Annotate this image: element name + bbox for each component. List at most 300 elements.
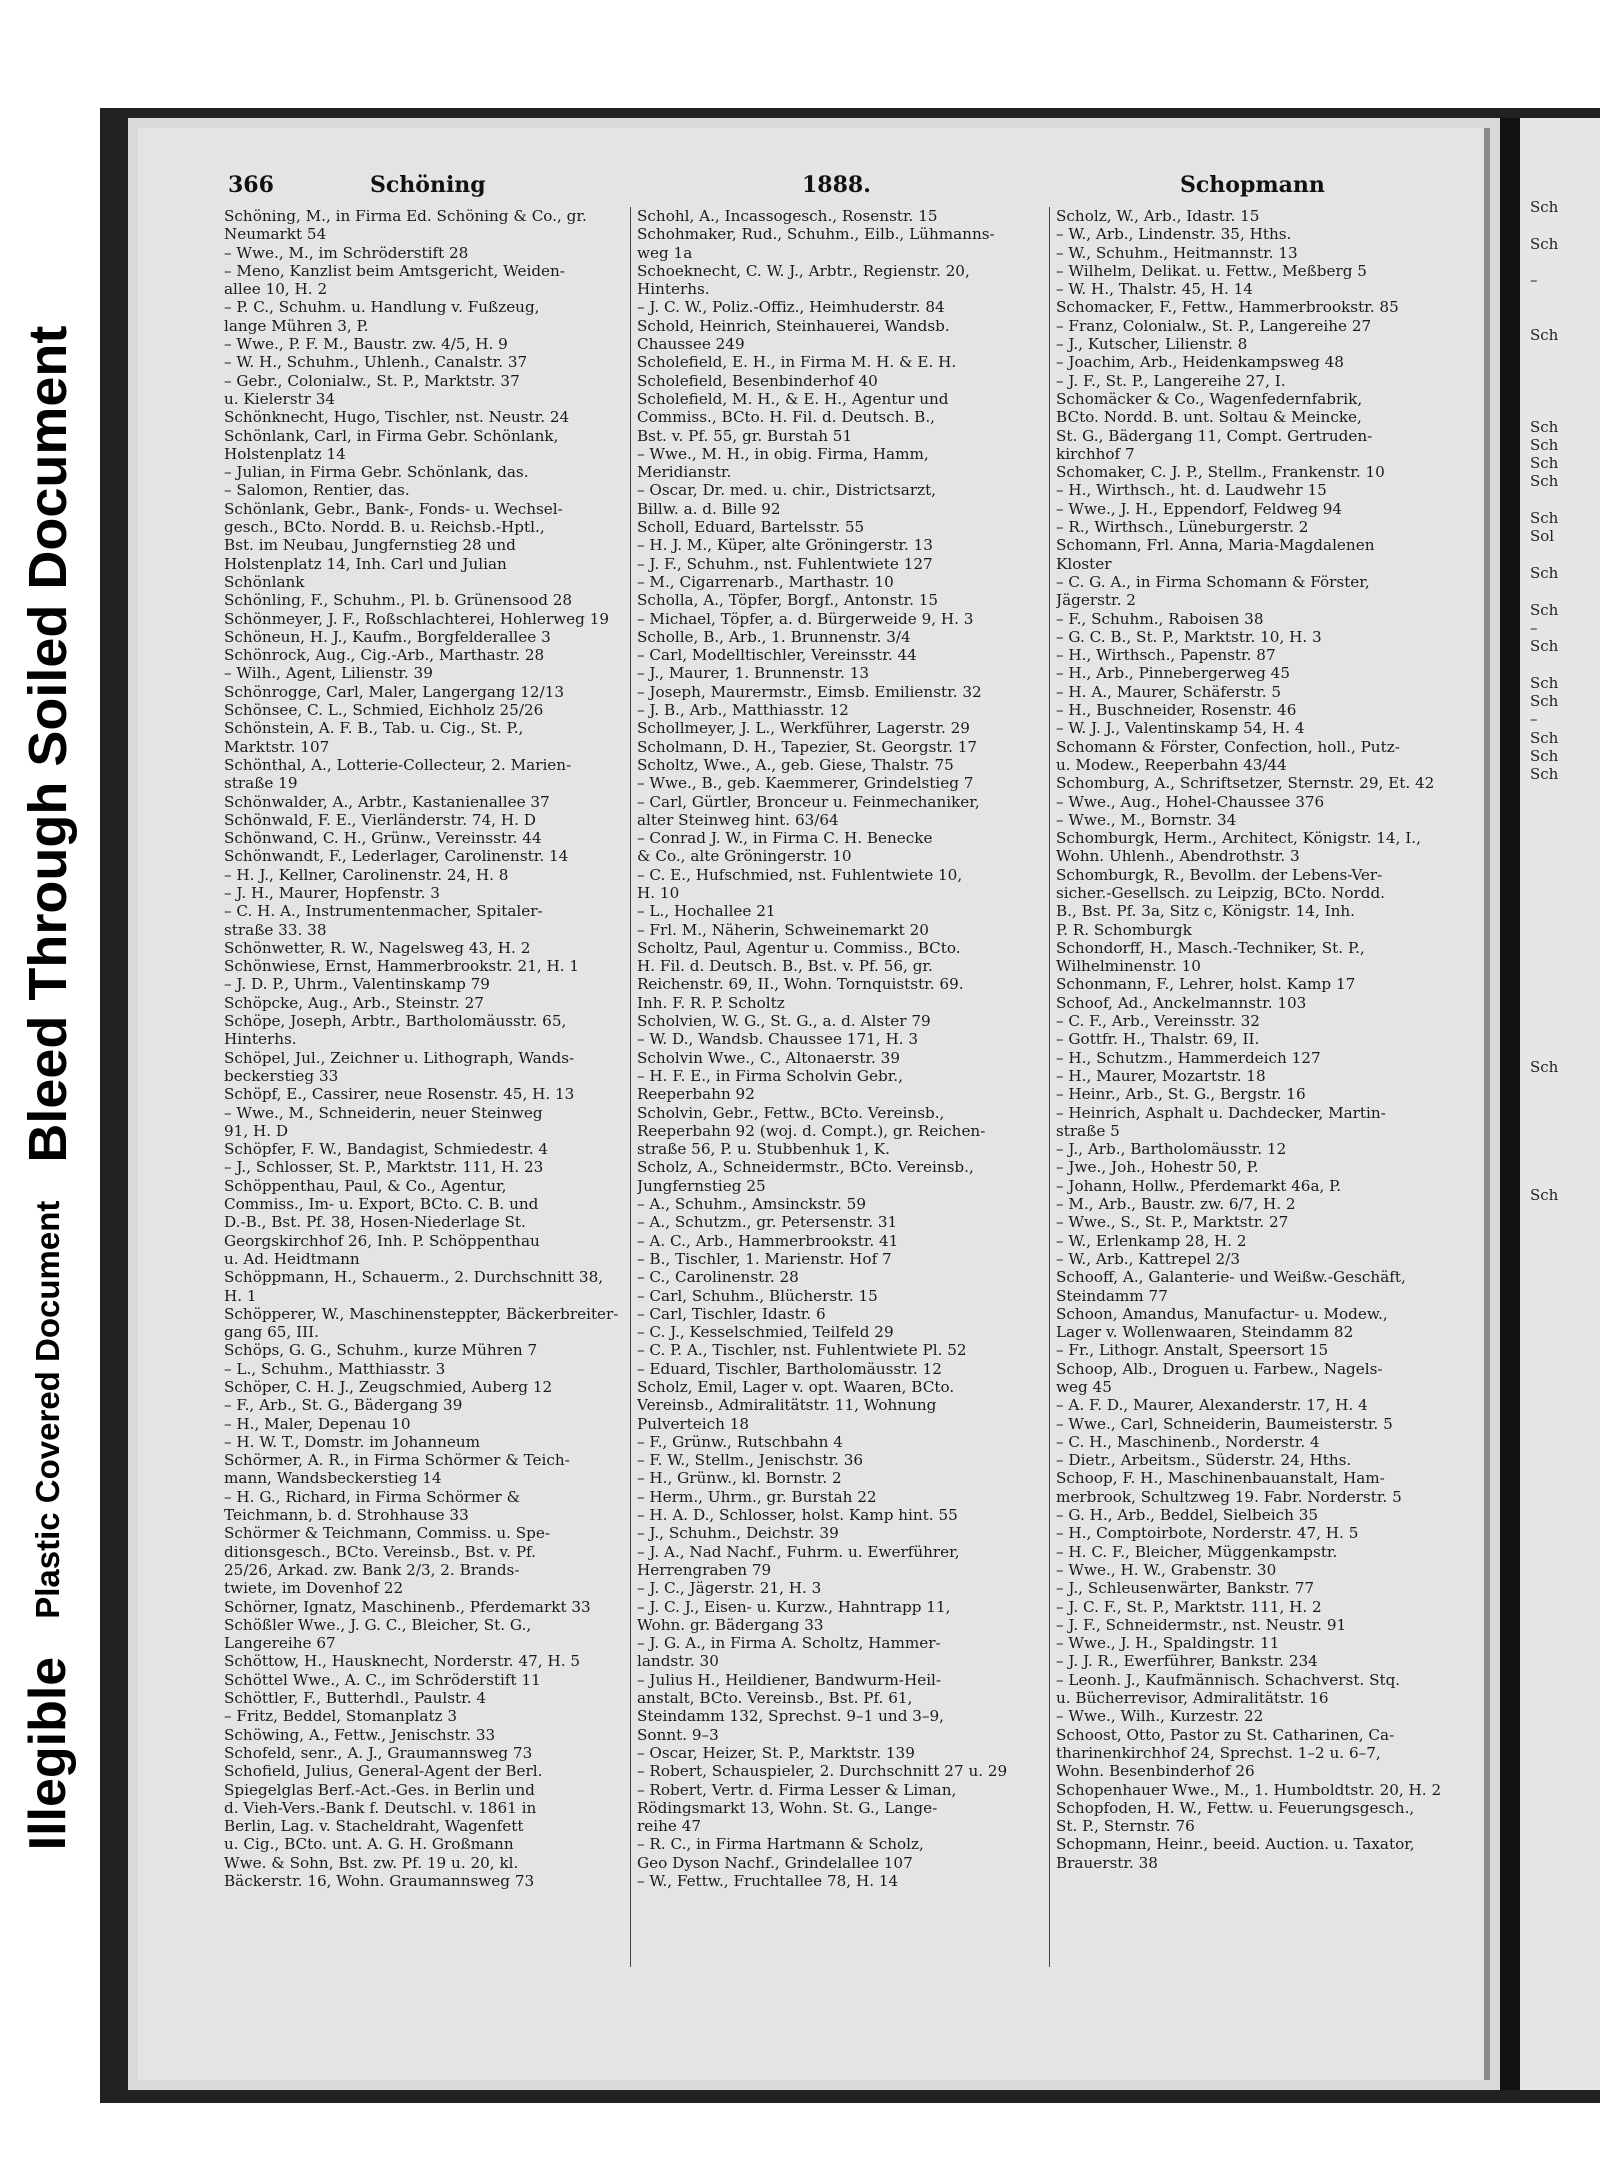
next-page-fragment: [1530, 802, 1558, 820]
directory-entry-line: Scholz, A., Schneidermstr., BCto. Vereinsb.,: [637, 1158, 974, 1177]
directory-entry-line: – Wwe., J. H., Spaldingstr. 11: [1056, 1634, 1280, 1653]
directory-entry-line: – Franz, Colonialw., St. P., Langereihe 27: [1056, 316, 1372, 335]
directory-entry-line: Scholefield, E. H., in Firma M. H. & E. H.: [637, 353, 957, 372]
next-page-fragment: [1530, 948, 1558, 966]
header-left-word: Schöning: [370, 172, 486, 198]
directory-entry-line: – H. W. T., Domstr. im Johanneum: [224, 1432, 481, 1451]
next-page-fragment: Sch: [1530, 692, 1559, 711]
directory-entry-line: St. P., Sternstr. 76: [1056, 1817, 1195, 1836]
directory-entry-line: – Wwe., Aug., Hohel-Chaussee 376: [1056, 792, 1325, 811]
directory-entry-line: – W. J. J., Valentinskamp 54, H. 4: [1056, 719, 1305, 738]
next-page-fragment: Sch: [1530, 472, 1559, 491]
directory-entry-line: Schoop, Alb., Droguen u. Farbew., Nagels-: [1056, 1359, 1383, 1378]
directory-entry-line: gang 65, III.: [224, 1323, 319, 1342]
directory-entry-line: Commiss., BCto. H. Fil. d. Deutsch. B.,: [637, 408, 935, 427]
directory-entry-line: – H. J. M., Küper, alte Gröningerstr. 13: [637, 536, 933, 555]
directory-entry-line: – Heinrich, Asphalt u. Dachdecker, Martin-: [1056, 1103, 1386, 1122]
directory-entry-line: – W., Fettw., Fruchtallee 78, H. 14: [637, 1872, 899, 1891]
directory-entry-line: – J. F., Schuhm., nst. Fuhlentwiete 127: [637, 554, 933, 573]
directory-entry-line: – G. H., Arb., Beddel, Sielbeich 35: [1056, 1506, 1319, 1525]
directory-entry-line: – H. A., Maurer, Schäferstr. 5: [1056, 682, 1282, 701]
directory-entry-line: Schörmer & Teichmann, Commiss. u. Spe-: [224, 1524, 551, 1543]
directory-entry-line: – J. F., Schneidermstr., nst. Neustr. 91: [1056, 1615, 1347, 1634]
next-page-fragment: [1530, 253, 1558, 271]
directory-entry-line: – W., Schuhm., Heitmannstr. 13: [1056, 243, 1298, 262]
directory-entry-line: Schößler Wwe., J. G. C., Bleicher, St. G.,: [224, 1615, 532, 1634]
directory-entry-line: – Julian, in Firma Gebr. Schönlank, das.: [224, 463, 529, 482]
next-page-fragment: [1530, 838, 1558, 856]
directory-entry-line: – Salomon, Rentier, das.: [224, 481, 410, 500]
next-page-fragment: Sch: [1530, 234, 1559, 253]
directory-entry-line: Scholz, Emil, Lager v. opt. Waaren, BCto.: [637, 1378, 955, 1396]
directory-entry-line: tharinenkirchhof 24, Sprechst. 1–2 u. 6–7,: [1056, 1743, 1381, 1762]
directory-entry-line: – C., Carolinenstr. 28: [637, 1268, 799, 1287]
directory-entry-line: Schönwalder, A., Arbtr., Kastanienallee 37: [224, 792, 550, 811]
directory-entry-line: – Heinr., Arb., St. G., Bergstr. 16: [1056, 1085, 1306, 1104]
next-page-fragment: Sch: [1530, 673, 1559, 692]
directory-entry-line: – Wwe., S., St. P., Marktstr. 27: [1056, 1213, 1289, 1232]
directory-entry-line: – L., Schuhm., Matthiasstr. 3: [224, 1359, 446, 1378]
directory-entry-line: – C. E., Hufschmied, nst. Fuhlentwiete 10,: [637, 865, 963, 884]
directory-entry-line: – A. F. D., Maurer, Alexanderstr. 17, H. 4: [1056, 1396, 1368, 1415]
illegible-label: Illegible: [19, 1656, 77, 1851]
directory-entry-line: Schofield, Julius, General-Agent der Berl.: [224, 1762, 543, 1781]
directory-entry-line: St. G., Bädergang 11, Compt. Gertruden-: [1056, 426, 1373, 445]
directory-entry-line: – F., Grünw., Rutschbahn 4: [637, 1432, 843, 1451]
next-page-fragment: [1530, 985, 1558, 1003]
directory-entry-line: – C. J., Kesselschmied, Teilfeld 29: [637, 1323, 894, 1342]
directory-entry-line: Georgskirchhof 26, Inh. P. Schöppenthau: [224, 1231, 540, 1250]
directory-entry-line: merbrook, Schultzweg 19. Fabr. Norderstr. 5: [1056, 1487, 1402, 1506]
directory-entry-line: Schomburgk, R., Bevollm. der Lebens-Ver-: [1056, 865, 1383, 884]
next-page-fragment: Sch: [1530, 600, 1559, 619]
directory-entry-line: – H. G., Richard, in Firma Schörmer &: [224, 1487, 521, 1506]
directory-column-2: [637, 207, 1047, 1890]
next-page-fragment: Sch: [1530, 454, 1559, 473]
directory-entry-line: Langereihe 67: [224, 1634, 336, 1653]
directory-entry-line: Scholvien, W. G., St. G., a. d. Alster 79: [637, 1012, 931, 1031]
next-page-fragment: [1530, 655, 1558, 673]
next-page-fragment: [1530, 1040, 1558, 1058]
directory-entry-line: – Michael, Töpfer, a. d. Bürgerweide 9, H. 3: [637, 609, 974, 628]
header-year: 1888.: [802, 172, 871, 198]
directory-entry-line: Schoeknecht, C. W. J., Arbtr., Regienstr. 20,: [637, 261, 970, 280]
directory-entry-line: – Joachim, Arb., Heidenkampsweg 48: [1056, 353, 1344, 372]
next-page-edge: [1500, 118, 1600, 2090]
next-page-fragment: [1530, 1113, 1558, 1131]
directory-entry-line: Teichmann, b. d. Strohhause 33: [224, 1506, 469, 1525]
directory-entry-line: – Jwe., Joh., Hohestr 50, P.: [1056, 1158, 1259, 1177]
directory-entry-line: – Johann, Hollw., Pferdemarkt 46a, P.: [1056, 1176, 1342, 1195]
directory-entry-line: – Meno, Kanzlist beim Amtsgericht, Weiden-: [224, 261, 565, 280]
next-page-fragment: [1530, 875, 1558, 893]
directory-entry-line: Schönlank, Carl, in Firma Gebr. Schönlank,: [224, 426, 559, 445]
directory-entry-line: – C. P. A., Tischler, nst. Fuhlentwiete Pl. 52: [637, 1341, 967, 1360]
directory-entry-line: Scholtz, Wwe., A., geb. Giese, Thalstr. 75: [637, 755, 954, 774]
directory-entry-line: – J. C. F., St. P., Marktstr. 111, H. 2: [1056, 1597, 1322, 1616]
next-page-fragment: –: [1530, 710, 1538, 729]
directory-entry-line: Schönwand, C. H., Grünw., Vereinsstr. 44: [224, 829, 542, 848]
directory-entry-line: – L., Hochallee 21: [637, 902, 776, 921]
next-page-fragment: [1530, 1021, 1558, 1039]
directory-entry-line: – Herm., Uhrm., gr. Burstah 22: [637, 1487, 877, 1506]
next-page-fragment: [1530, 289, 1558, 307]
directory-entry-line: Schomann & Förster, Confection, holl., Putz-: [1056, 737, 1400, 756]
directory-entry-line: Commiss., Im- u. Export, BCto. C. B. und: [224, 1195, 539, 1214]
next-page-fragment: [1530, 381, 1558, 399]
directory-entry-line: alter Steinweg hint. 63/64: [637, 810, 839, 829]
directory-entry-line: Herrengraben 79: [637, 1560, 772, 1579]
directory-entry-line: weg 45: [1056, 1378, 1112, 1396]
directory-entry-line: – J. C. J., Eisen- u. Kurzw., Hahntrapp 11,: [637, 1597, 951, 1616]
directory-entry-line: Schopenhauer Wwe., M., 1. Humboldtstr. 20, H. 2: [1056, 1780, 1442, 1799]
next-page-fragment: [1530, 399, 1558, 417]
next-page-fragment: Sch: [1530, 1186, 1559, 1205]
directory-entry-line: – Julius H., Heildiener, Bandwurm-Heil-: [637, 1670, 942, 1689]
directory-entry-line: Billw. a. d. Bille 92: [637, 499, 781, 518]
directory-entry-line: Spiegelglas Berf.-Act.-Ges. in Berlin und: [224, 1780, 535, 1799]
directory-entry-line: Schoon, Amandus, Manufactur- u. Modew.,: [1056, 1304, 1388, 1323]
directory-entry-line: – H., Comptoirbote, Norderstr. 47, H. 5: [1056, 1524, 1359, 1543]
next-page-fragment: Sch: [1530, 198, 1559, 216]
directory-entry-line: Schomäcker & Co., Wagenfedernfabrik,: [1056, 389, 1363, 408]
directory-entry-line: Meridianstr.: [637, 463, 732, 482]
directory-entry-line: Schönwandt, F., Lederlager, Carolinenstr. 14: [224, 847, 569, 866]
directory-entry-line: – Wwe., B., geb. Kaemmerer, Grindelstieg 7: [637, 774, 974, 793]
directory-entry-line: – H., Buschneider, Rosenstr. 46: [1056, 701, 1297, 720]
directory-entry-line: – Joseph, Maurermstr., Eimsb. Emilienstr. 32: [637, 682, 982, 701]
next-page-fragment: [1530, 1168, 1558, 1186]
next-page-fragment: [1530, 1076, 1558, 1094]
directory-entry-line: Schöpperer, W., Maschinensteppter, Bäckerbreiter-: [224, 1304, 619, 1323]
next-page-fragments: [1530, 198, 1558, 1204]
directory-entry-line: Schönwald, F. E., Vierländerstr. 74, H. D: [224, 810, 536, 829]
next-page-fragment: [1530, 893, 1558, 911]
directory-entry-line: – Wwe., M. H., in obig. Firma, Hamm,: [637, 444, 929, 463]
directory-entry-line: weg 1a: [637, 243, 693, 262]
directory-entry-line: – J., Maurer, 1. Brunnenstr. 13: [637, 664, 870, 683]
directory-entry-line: – R., Wirthsch., Lüneburgerstr. 2: [1056, 518, 1309, 537]
directory-entry-line: Schöttler, F., Butterhdl., Paulstr. 4: [224, 1689, 487, 1708]
page-number: 366: [228, 172, 274, 198]
directory-entry-line: Schönthal, A., Lotterie-Collecteur, 2. Marien-: [224, 755, 572, 774]
next-page-fragment: [1530, 308, 1558, 326]
directory-entry-line: u. Cig., BCto. unt. A. G. H. Großmann: [224, 1835, 514, 1854]
directory-entry-line: Hinterhs.: [224, 1030, 297, 1049]
directory-entry-line: Schönlank: [224, 572, 305, 591]
directory-entry-line: – C. H., Maschinenb., Norderstr. 4: [1056, 1432, 1320, 1451]
next-page-fragment: [1530, 216, 1558, 234]
next-page-fragment: Sch: [1530, 435, 1559, 454]
directory-entry-line: – J., Schleusenwärter, Bankstr. 77: [1056, 1579, 1315, 1598]
directory-entry-line: – C. G. A., in Firma Schomann & Förster,: [1056, 572, 1370, 591]
directory-entry-line: – J. D. P., Uhrm., Valentinskamp 79: [224, 975, 490, 994]
directory-entry-line: Scholle, B., Arb., 1. Brunnenstr. 3/4: [637, 627, 911, 646]
directory-entry-line: Jägerstr. 2: [1056, 591, 1136, 610]
directory-entry-line: Schönrogge, Carl, Maler, Langergang 12/13: [224, 682, 565, 701]
directory-entry-line: & Co., alte Gröningerstr. 10: [637, 847, 852, 866]
directory-entry-line: – Conrad J. W., in Firma C. H. Benecke: [637, 829, 933, 848]
directory-entry-line: mann, Wandsbeckerstieg 14: [224, 1469, 442, 1488]
directory-entry-line: Schomburgk, Herm., Architect, Königstr. 14, I.,: [1056, 829, 1421, 848]
directory-entry-line: Neumarkt 54: [224, 225, 327, 244]
directory-entry-line: Schörmer, A. R., in Firma Schörmer & Teich-: [224, 1451, 570, 1470]
directory-entry-line: – W. D., Wandsb. Chaussee 171, H. 3: [637, 1030, 919, 1049]
directory-entry-line: – Gottfr. H., Thalstr. 69, II.: [1056, 1030, 1260, 1049]
directory-entry-line: – Wwe., Carl, Schneiderin, Baumeisterstr. 5: [1056, 1414, 1393, 1433]
directory-entry-line: Scholtz, Paul, Agentur u. Commiss., BCto.: [637, 938, 961, 957]
directory-entry-line: Scholefield, Besenbinderhof 40: [637, 371, 878, 390]
directory-entry-line: Schoost, Otto, Pastor zu St. Catharinen, Ca-: [1056, 1725, 1395, 1744]
directory-entry-line: straße 33. 38: [224, 920, 327, 939]
directory-entry-line: straße 19: [224, 774, 298, 793]
next-page-fragment: Sch: [1530, 326, 1559, 345]
directory-entry-line: Schöppmann, H., Schauerm., 2. Durchschnitt 38,: [224, 1268, 604, 1287]
directory-entry-line: Holstenplatz 14: [224, 444, 346, 463]
directory-entry-line: – W., Erlenkamp 28, H. 2: [1056, 1231, 1247, 1250]
directory-entry-line: Scholvin Wwe., C., Altonaerstr. 39: [637, 1048, 901, 1067]
directory-entry-line: – Dietr., Arbeitsm., Süderstr. 24, Hths.: [1056, 1451, 1352, 1470]
directory-entry-line: – H., Wirthsch., ht. d. Laudwehr 15: [1056, 481, 1327, 500]
directory-entry-line: – W., Arb., Kattrepel 2/3: [1056, 1249, 1240, 1268]
next-page-fragment: Sch: [1530, 728, 1559, 747]
directory-entry-line: Schönwiese, Ernst, Hammerbrookstr. 21, H. 1: [224, 957, 580, 976]
directory-entry-line: Scholefield, M. H., & E. H., Agentur und: [637, 389, 949, 408]
directory-entry-line: – Wwe., P. F. M., Baustr. zw. 4/5, H. 9: [224, 335, 508, 354]
directory-entry-line: Marktstr. 107: [224, 737, 330, 756]
directory-entry-line: Schondorff, H., Masch.-Techniker, St. P.,: [1056, 938, 1365, 957]
directory-entry-line: – Eduard, Tischler, Bartholomäusstr. 12: [637, 1359, 942, 1378]
directory-entry-line: Bst. v. Pf. 55, gr. Burstah 51: [637, 426, 853, 445]
next-page-fragment: [1530, 546, 1558, 564]
header-right-word: Schopmann: [1180, 172, 1325, 198]
directory-entry-line: – C. H. A., Instrumentenmacher, Spitaler-: [224, 902, 543, 921]
directory-entry-line: – C. F., Arb., Vereinsstr. 32: [1056, 1012, 1260, 1031]
directory-entry-line: – H., Maler, Depenau 10: [224, 1414, 411, 1433]
directory-entry-line: – Oscar, Heizer, St. P., Marktstr. 139: [637, 1743, 915, 1762]
directory-entry-line: – H. C. F., Bleicher, Müggenkampstr.: [1056, 1542, 1338, 1561]
directory-entry-line: Schopmann, Heinr., beeid. Auction. u. Taxator,: [1056, 1835, 1415, 1854]
directory-entry-line: Schöwing, A., Fettw., Jenischstr. 33: [224, 1725, 496, 1744]
directory-entry-line: P. R. Schomburgk: [1056, 920, 1192, 939]
directory-entry-line: – H., Maurer, Mozartstr. 18: [1056, 1066, 1266, 1085]
directory-entry-line: Scholmann, D. H., Tapezier, St. Georgstr. 17: [637, 737, 978, 756]
directory-entry-line: – J., Arb., Bartholomäusstr. 12: [1056, 1140, 1287, 1159]
directory-entry-line: Schöning, M., in Firma Ed. Schöning & Co., gr.: [224, 207, 587, 225]
directory-entry-line: – F., Schuhm., Raboisen 38: [1056, 609, 1264, 628]
directory-entry-line: BCto. Nordd. B. unt. Soltau & Meincke,: [1056, 408, 1362, 427]
next-page-fragment: –: [1530, 271, 1538, 290]
directory-entry-line: – J., Schuhm., Deichstr. 39: [637, 1524, 839, 1543]
directory-entry-line: – H., Arb., Pinnebergerweg 45: [1056, 664, 1291, 683]
next-page-fragment: [1530, 1149, 1558, 1167]
directory-entry-line: lange Mühren 3, P.: [224, 316, 369, 335]
directory-entry-line: Schöper, C. H. J., Zeugschmied, Auberg 12: [224, 1378, 553, 1396]
directory-entry-line: u. Ad. Heidtmann: [224, 1249, 360, 1268]
directory-entry-line: – J. A., Nad Nachf., Fuhrm. u. Ewerführer,: [637, 1542, 960, 1561]
directory-entry-line: ditionsgesch., BCto. Vereinsb., Bst. v. Pf.: [224, 1542, 536, 1561]
directory-entry-line: – Carl, Modelltischler, Vereinsstr. 44: [637, 646, 917, 665]
next-page-fragment: [1530, 1003, 1558, 1021]
directory-entry-line: – H. J., Kellner, Carolinenstr. 24, H. 8: [224, 865, 509, 884]
directory-entry-line: straße 5: [1056, 1121, 1120, 1140]
next-page-fragment: [1530, 491, 1558, 509]
directory-entry-line: Schohl, A., Incassogesch., Rosenstr. 15: [637, 207, 938, 225]
directory-entry-line: Schöneun, H. J., Kaufm., Borgfelderallee 3: [224, 627, 551, 646]
directory-entry-line: – Wwe., M., im Schröderstift 28: [224, 243, 469, 262]
directory-entry-line: H. 1: [224, 1286, 257, 1305]
directory-entry-line: Wohn. Uhlenh., Abendrothstr. 3: [1056, 847, 1300, 866]
directory-entry-line: Chaussee 249: [637, 335, 745, 354]
directory-entry-line: Wohn. gr. Bädergang 33: [637, 1615, 824, 1634]
side-label-strip: [0, 0, 95, 2177]
next-page-fragment: [1530, 930, 1558, 948]
directory-entry-line: – J., Schlosser, St. P., Marktstr. 111, H. 23: [224, 1158, 544, 1177]
directory-entry-line: – Fritz, Beddel, Stomanplatz 3: [224, 1707, 458, 1726]
directory-entry-line: u. Kielerstr 34: [224, 389, 336, 408]
directory-entry-line: – Carl, Schuhm., Blücherstr. 15: [637, 1286, 878, 1305]
directory-entry-line: – Wwe., M., Schneiderin, neuer Steinweg: [224, 1103, 543, 1122]
directory-entry-line: – W. H., Schuhm., Uhlenh., Canalstr. 37: [224, 353, 528, 372]
directory-entry-line: – B., Tischler, 1. Marienstr. Hof 7: [637, 1249, 892, 1268]
directory-entry-line: – J. H., Maurer, Hopfenstr. 3: [224, 883, 440, 902]
column-divider: [1049, 207, 1050, 1967]
directory-entry-line: – F., Arb., St. G., Bädergang 39: [224, 1396, 463, 1415]
directory-entry-line: – H., Schutzm., Hammerdeich 127: [1056, 1048, 1321, 1067]
next-page-fragment: Sch: [1530, 746, 1559, 765]
directory-entry-line: Schomann, Frl. Anna, Maria-Magdalenen: [1056, 536, 1375, 555]
directory-entry-line: – H. F. E., in Firma Scholvin Gebr.,: [637, 1066, 903, 1085]
directory-entry-line: B., Bst. Pf. 3a, Sitz c, Königstr. 14, Inh.: [1056, 902, 1355, 921]
directory-entry-line: Schörner, Ignatz, Maschinenb., Pferdemarkt 33: [224, 1597, 591, 1616]
directory-entry-line: Geo Dyson Nachf., Grindelallee 107: [637, 1853, 913, 1872]
next-page-fragment: [1530, 1131, 1558, 1149]
directory-entry-line: Schold, Heinrich, Steinhauerei, Wandsb.: [637, 316, 950, 335]
directory-entry-line: – Carl, Gürtler, Bronceur u. Feinmechaniker,: [637, 792, 980, 811]
directory-entry-line: twiete, im Dovenhof 22: [224, 1579, 404, 1598]
directory-entry-line: Schöpcke, Aug., Arb., Steinstr. 27: [224, 993, 484, 1012]
bleed-through-label: Bleed Through Soiled Document: [18, 325, 78, 1163]
directory-entry-line: sicher.-Gesellsch. zu Leipzig, BCto. Nordd.: [1056, 883, 1385, 902]
directory-entry-line: – J. J. R., Ewerführer, Bankstr. 234: [1056, 1652, 1318, 1671]
directory-entry-line: reihe 47: [637, 1817, 702, 1836]
next-page-fragment: Sch: [1530, 637, 1559, 656]
directory-entry-line: – P. C., Schuhm. u. Handlung v. Fußzeug,: [224, 298, 540, 317]
directory-entry-line: u. Modew., Reeperbahn 43/44: [1056, 755, 1287, 774]
directory-entry-line: Schoof, Ad., Anckelmannstr. 103: [1056, 993, 1307, 1012]
directory-entry-line: – J. B., Arb., Matthiasstr. 12: [637, 701, 849, 720]
directory-entry-line: – F. W., Stellm., Jenischstr. 36: [637, 1451, 864, 1470]
directory-entry-line: Pulverteich 18: [637, 1414, 750, 1433]
next-page-fragment: [1530, 820, 1558, 838]
directory-entry-line: – Wwe., J. H., Eppendorf, Feldweg 94: [1056, 499, 1343, 518]
next-page-fragment: [1530, 912, 1558, 930]
directory-entry-line: u. Bücherrevisor, Admiralitätstr. 16: [1056, 1689, 1329, 1708]
directory-entry-line: Schöpf, E., Cassirer, neue Rosenstr. 45, H. 13: [224, 1085, 575, 1104]
directory-entry-line: Schonmann, F., Lehrer, holst. Kamp 17: [1056, 975, 1356, 994]
directory-entry-line: – H. A. D., Schlosser, holst. Kamp hint. 55: [637, 1506, 958, 1525]
next-page-fragment: [1530, 857, 1558, 875]
directory-entry-line: Wilhelminenstr. 10: [1056, 957, 1201, 976]
next-page-fragment: –: [1530, 618, 1538, 637]
next-page-fragment: [1530, 582, 1558, 600]
directory-entry-line: – Wilh., Agent, Lilienstr. 39: [224, 664, 433, 683]
next-page-fragment: Sch: [1530, 509, 1559, 528]
directory-entry-line: – M., Cigarrenarb., Marthastr. 10: [637, 572, 894, 591]
directory-entry-line: Scholvin, Gebr., Fettw., BCto. Vereinsb.,: [637, 1103, 945, 1122]
directory-entry-line: – Wwe., H. W., Grabenstr. 30: [1056, 1560, 1277, 1579]
directory-entry-line: – J. C., Jägerstr. 21, H. 3: [637, 1579, 822, 1598]
directory-entry-line: – Robert, Vertr. d. Firma Lesser & Liman,: [637, 1780, 957, 1799]
directory-entry-line: Reeperbahn 92: [637, 1085, 755, 1104]
directory-entry-line: Lager v. Wollenwaaren, Steindamm 82: [1056, 1323, 1354, 1342]
directory-entry-line: Schomburg, A., Schriftsetzer, Sternstr. 29, Et. 42: [1056, 774, 1435, 793]
directory-entry-line: – J. F., St. P., Langereihe 27, I.: [1056, 371, 1286, 390]
directory-entry-line: Schönstein, A. F. B., Tab. u. Cig., St. P.,: [224, 719, 524, 738]
directory-entry-line: – Gebr., Colonialw., St. P., Marktstr. 37: [224, 371, 520, 390]
directory-entry-line: Schönknecht, Hugo, Tischler, nst. Neustr. 24: [224, 408, 570, 427]
directory-entry-line: – A., Schutzm., gr. Petersenstr. 31: [637, 1213, 898, 1232]
directory-entry-line: Schofeld, senr., A. J., Graumannsweg 73: [224, 1743, 533, 1762]
directory-entry-line: – Fr., Lithogr. Anstalt, Speersort 15: [1056, 1341, 1329, 1360]
directory-entry-line: Rödingsmarkt 13, Wohn. St. G., Lange-: [637, 1798, 938, 1817]
directory-entry-line: kirchhof 7: [1056, 444, 1135, 463]
directory-entry-line: – R. C., in Firma Hartmann & Scholz,: [637, 1835, 924, 1854]
next-page-fragment: Sch: [1530, 563, 1559, 582]
directory-entry-line: Reeperbahn 92 (woj. d. Compt.), gr. Reichen-: [637, 1121, 986, 1140]
directory-entry-line: allee 10, H. 2: [224, 280, 328, 299]
directory-entry-line: Scholz, W., Arb., Idastr. 15: [1056, 207, 1260, 225]
directory-entry-line: Kloster: [1056, 554, 1112, 573]
directory-entry-line: Schönwetter, R. W., Nagelsweg 43, H. 2: [224, 938, 531, 957]
directory-entry-line: D.-B., Bst. Pf. 38, Hosen-Niederlage St.: [224, 1213, 526, 1232]
directory-entry-line: Schöttel Wwe., A. C., im Schröderstift 11: [224, 1670, 541, 1689]
directory-entry-line: Wohn. Besenbinderhof 26: [1056, 1762, 1255, 1781]
directory-entry-line: – W., Arb., Lindenstr. 35, Hths.: [1056, 225, 1292, 244]
directory-entry-line: Schönmeyer, J. F., Roßschlachterei, Hohlerweg 19: [224, 609, 610, 628]
directory-entry-line: H. Fil. d. Deutsch. B., Bst. v. Pf. 56, gr.: [637, 957, 933, 976]
directory-entry-line: – G. C. B., St. P., Marktstr. 10, H. 3: [1056, 627, 1322, 646]
next-page-fragment: [1530, 363, 1558, 381]
directory-entry-line: Hinterhs.: [637, 280, 710, 299]
directory-entry-line: – Robert, Schauspieler, 2. Durchschnitt 27 u. 29: [637, 1762, 1008, 1781]
plastic-covered-label: Plastic Covered Document: [29, 1200, 66, 1619]
directory-entry-line: Schöpe, Joseph, Arbtr., Bartholomäusstr. 65,: [224, 1012, 567, 1031]
directory-entry-line: – Carl, Tischler, Idastr. 6: [637, 1304, 826, 1323]
directory-entry-line: – M., Arb., Baustr. zw. 6/7, H. 2: [1056, 1195, 1296, 1214]
directory-entry-line: Schönsee, C. L., Schmied, Eichholz 25/26: [224, 701, 544, 720]
page-gutter: [1500, 118, 1520, 2090]
directory-entry-line: – Frl. M., Näherin, Schweinemarkt 20: [637, 920, 929, 939]
directory-entry-line: Schönrock, Aug., Cig.-Arb., Marthastr. 28: [224, 646, 545, 665]
directory-entry-line: Schollmeyer, J. L., Werkführer, Lagerstr. 29: [637, 719, 970, 738]
directory-entry-line: Schöps, G. G., Schuhm., kurze Mühren 7: [224, 1341, 538, 1360]
directory-entry-line: anstalt, BCto. Vereinsb., Bst. Pf. 61,: [637, 1689, 913, 1708]
directory-entry-line: Scholla, A., Töpfer, Borgf., Antonstr. 15: [637, 591, 939, 610]
directory-entry-line: Sonnt. 9–3: [637, 1725, 719, 1744]
directory-entry-line: Schöttow, H., Hausknecht, Norderstr. 47, H. 5: [224, 1652, 581, 1671]
directory-entry-line: – Oscar, Dr. med. u. chir., Districtsarzt,: [637, 481, 937, 500]
directory-entry-line: Bäckerstr. 16, Wohn. Graumannsweg 73: [224, 1872, 535, 1891]
directory-entry-line: H. 10: [637, 883, 680, 902]
directory-entry-line: – J., Kutscher, Lilienstr. 8: [1056, 335, 1248, 354]
directory-entry-line: Steindamm 132, Sprechst. 9–1 und 3–9,: [637, 1707, 945, 1726]
directory-entry-line: Schönlank, Gebr., Bank-, Fonds- u. Wechsel-: [224, 499, 563, 518]
directory-entry-line: Schönling, F., Schuhm., Pl. b. Grünensood 28: [224, 591, 573, 610]
directory-entry-line: Schohmaker, Rud., Schuhm., Eilb., Lühmanns-: [637, 225, 995, 244]
directory-entry-line: Berlin, Lag. v. Stacheldraht, Wagenfett: [224, 1817, 524, 1836]
directory-entry-line: – W. H., Thalstr. 45, H. 14: [1056, 280, 1253, 299]
